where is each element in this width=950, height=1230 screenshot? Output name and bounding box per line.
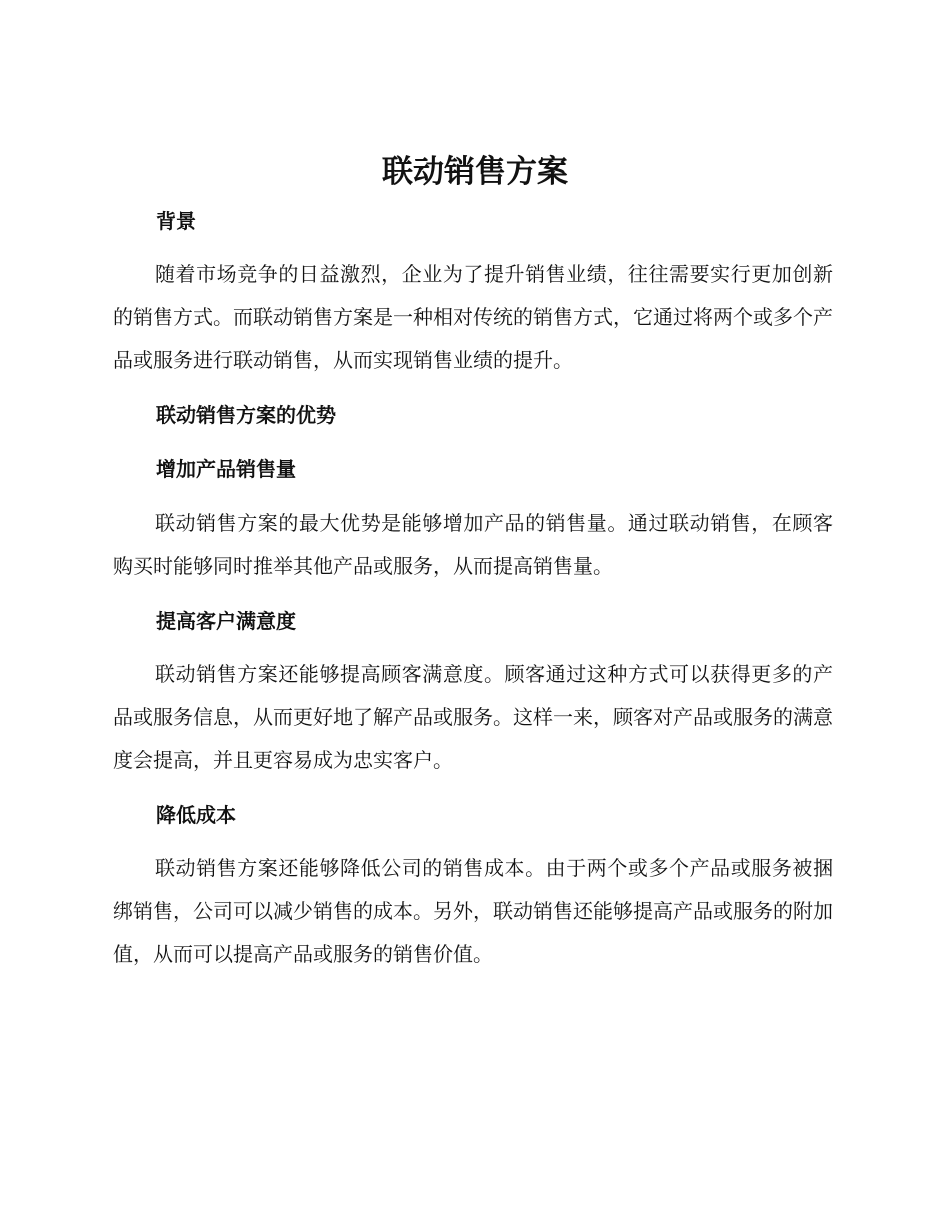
section-paragraph-customer-satisfaction: 联动销售方案还能够提高顾客满意度。顾客通过这种方式可以获得更多的产品或服务信息，从而更好地了解产品或服务。这样一来，顾客对产品或服务的满意度会提高，并且更容易成为忠实客户。: [113, 662, 833, 772]
section-heading-background: 背景: [156, 209, 196, 233]
section-paragraph-background: 随着市场竞争的日益激烈，企业为了提升销售业绩，往往需要实行更加创新的销售方式。而联动销售方案是一种相对传统的销售方式，它通过将两个或多个产品或服务进行联动销售，从而实现销售业绩的提升。: [113, 262, 833, 372]
section-heading-customer-satisfaction: 提高客户满意度: [156, 609, 296, 633]
section-heading-advantages: 联动销售方案的优势: [156, 403, 336, 427]
section-paragraph-increase-sales: 联动销售方案的最大优势是能够增加产品的销售量。通过联动销售，在顾客购买时能够同时推举其他产品或服务，从而提高销售量。: [113, 511, 833, 578]
document-title: 联动销售方案: [382, 154, 568, 190]
section-heading-increase-sales: 增加产品销售量: [156, 457, 296, 481]
section-heading-reduce-cost: 降低成本: [156, 803, 236, 827]
section-paragraph-reduce-cost: 联动销售方案还能够降低公司的销售成本。由于两个或多个产品或服务被捆绑销售，公司可以减少销售的成本。另外，联动销售还能够提高产品或服务的附加值，从而可以提高产品或服务的销售价值。: [113, 856, 833, 966]
